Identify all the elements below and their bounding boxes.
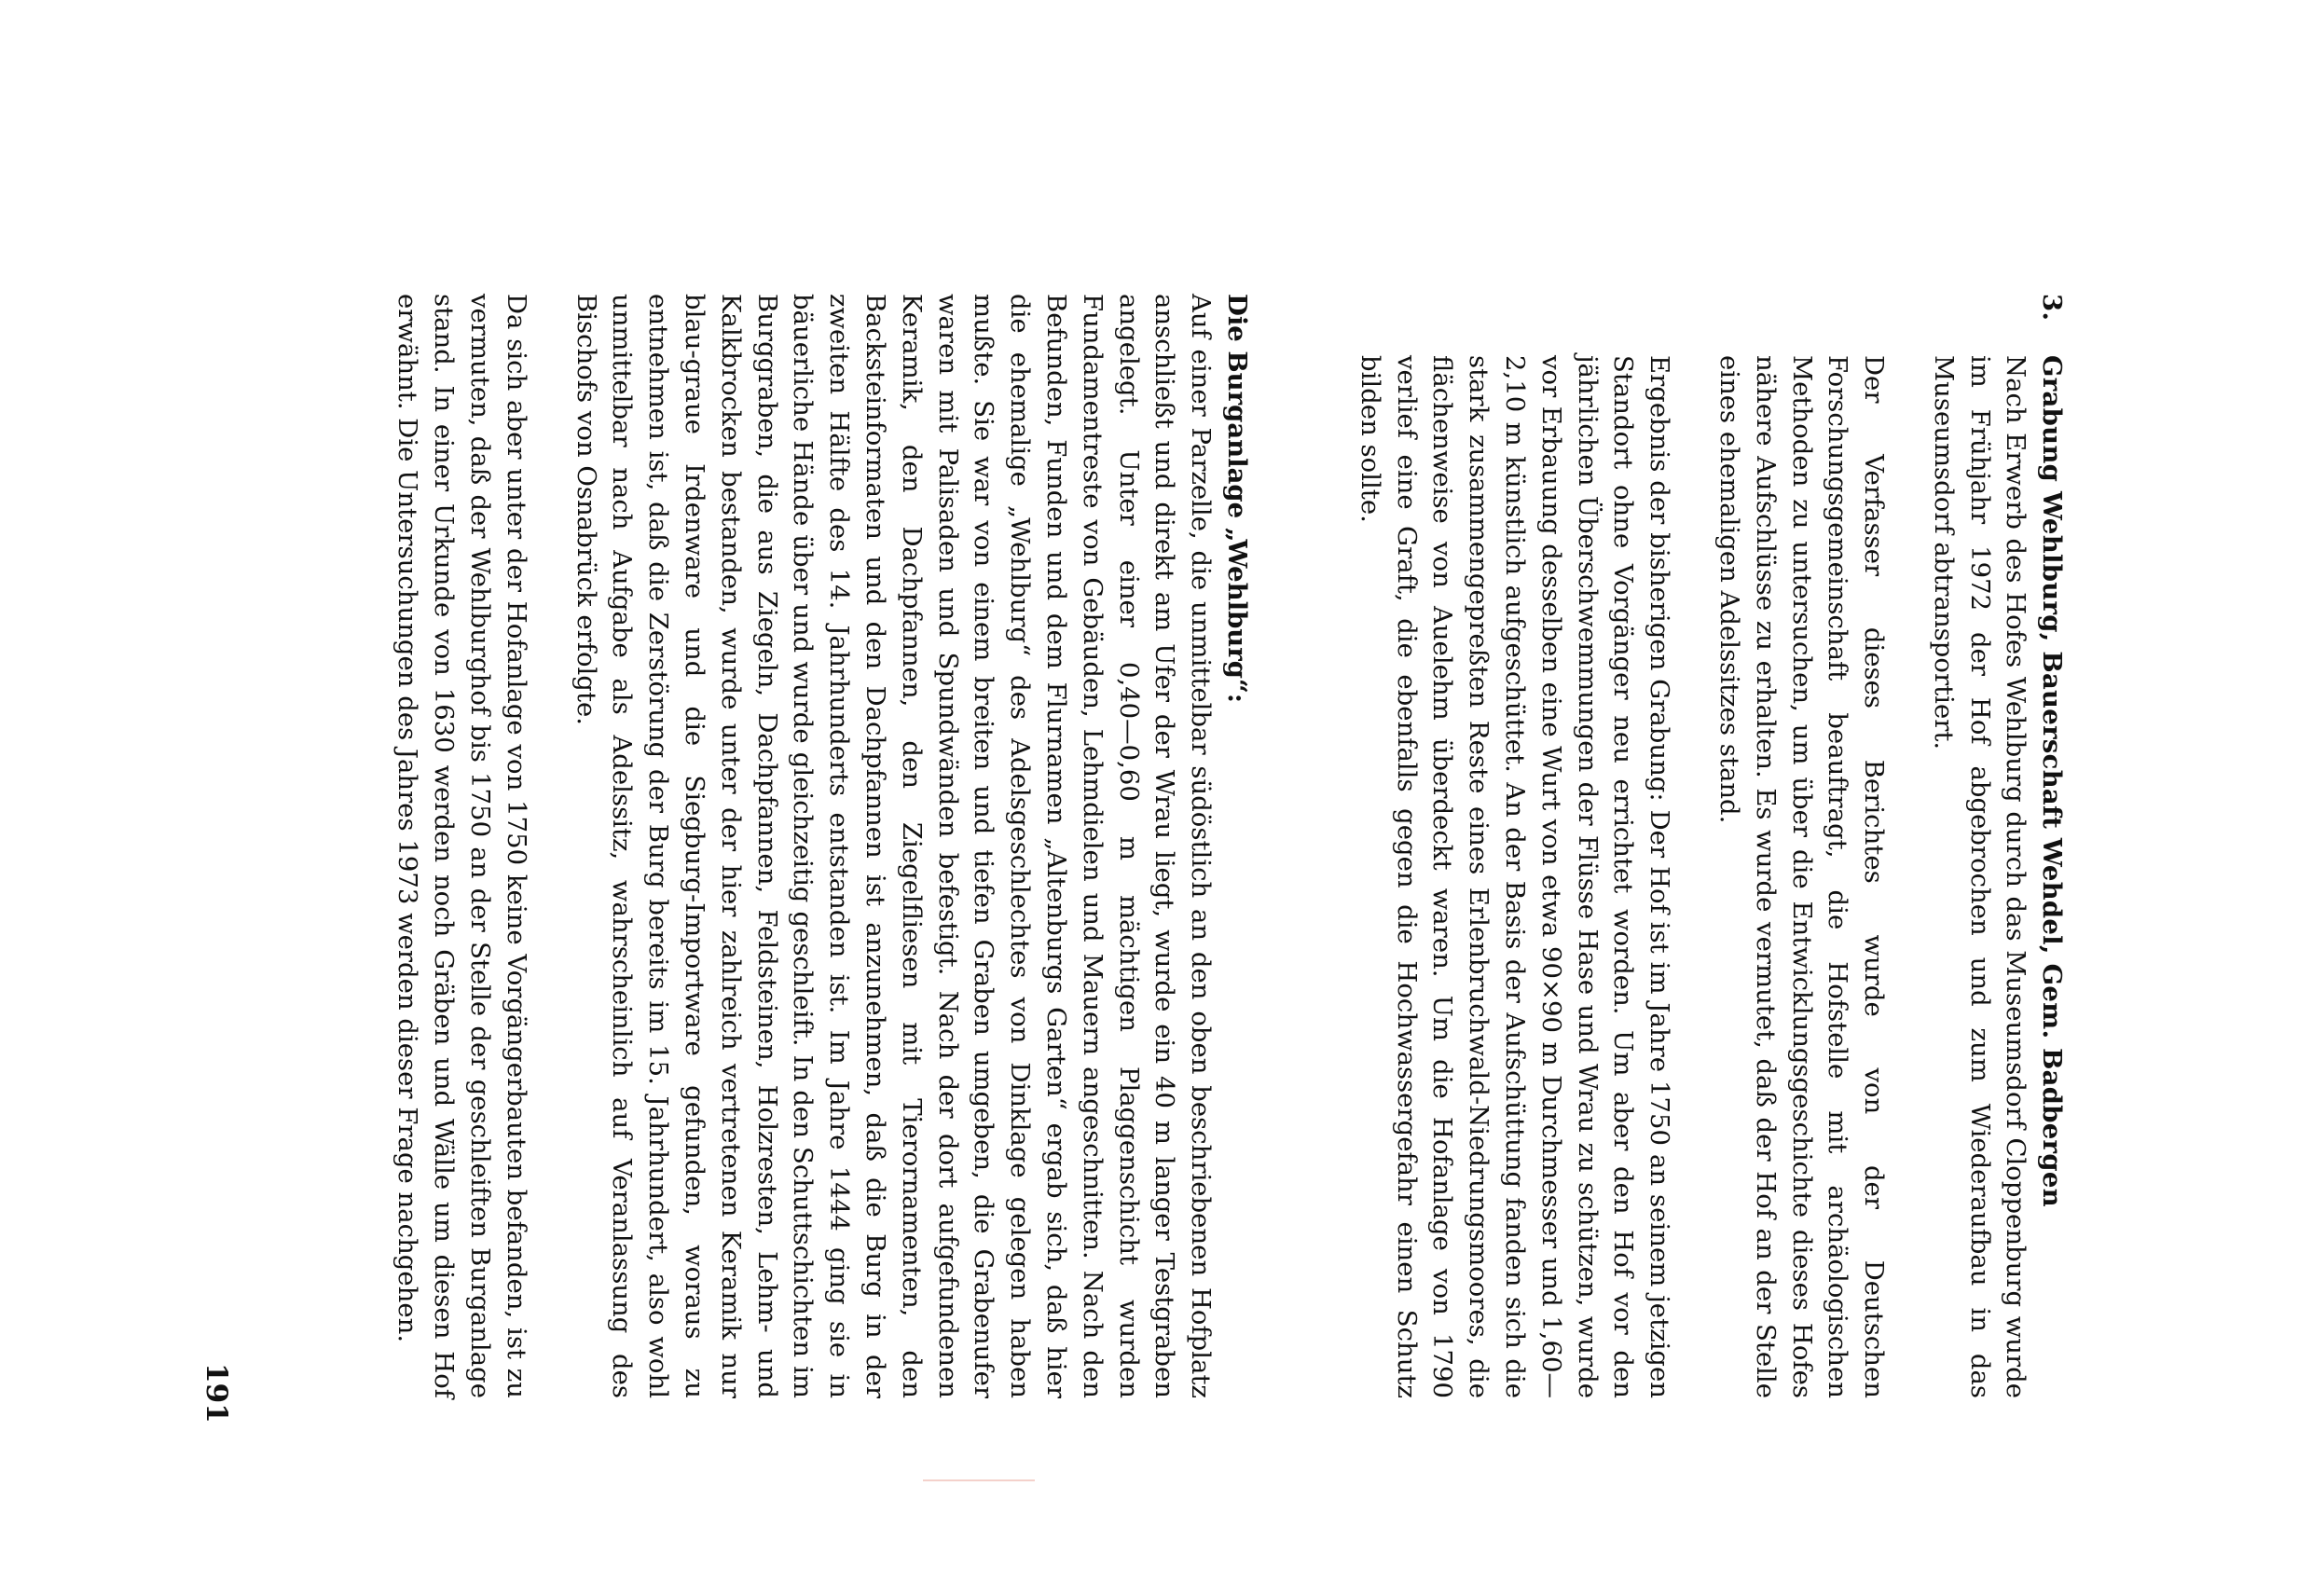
paragraph-castle-findings: Auf einer Parzelle, die unmittelbar südöstlich an den oben beschriebenen Hofplatz anschließt und direkt am Ufer der Wrau liegt, wurde ein 40 m langer Testgraben angelegt. Unter einer 0,40—0,60 m mächtigen Plaggenschicht wurden Fundamentreste von Gebäuden, Lehmdielen und Mauern angeschnitten. Nach den Befunden, Funden und dem Flurnamen „Altenburgs Garten“ ergab sich, daß hier die ehemalige „Wehlburg“ des Adelsgeschlechtes von Dinklage gelegen haben mußte. Sie war von einem breiten und tiefen Graben umgeben, die Grabenufer waren mit Palisaden und Spundwänden befestigt. Nach der dort aufgefundenen Keramik, den Dachpfannen, den Ziegelfliesen mit Tierornamenten, den Backsteinformaten und den Dachpfannen ist anzunehmen, daß die Burg in der zweiten Hälfte des 14. Jahrhunderts entstanden ist. Im Jahre 1444 ging sie in bäuerliche Hände über und wurde gleichzeitig geschleift. In den Schuttschichten im Burggraben, die aus Ziegeln, Dachpfannen, Feldsteinen, Holzresten, Lehm- und Kalkbrocken bestanden, wurde unter der hier zahlreich vertretenen Keramik nur blau-graue Irdenware und die Siegburg-Importware gefunden, woraus zu entnehmen ist, daß die Zerstörung der Burg bereits im 15. Jahrhundert, also wohl unmittelbar nach Aufgabe als Adelssitz, wahrscheinlich auf Veranlassung des Bischofs von Osnabrück erfolgte. xyxy=(571,294,1217,1398)
section-title: Grabung Wehlburg, Bauerschaft Wehdel, Gem. Badbergen xyxy=(2037,355,2067,1207)
section-number: 3. xyxy=(2037,294,2067,322)
paragraph-acquisition: Nach Erwerb des Hofes Wehlburg durch das Museumsdorf Cloppenburg wurde im Frühjahr 1972 der Hof abgebrochen und zum Wiederaufbau in das Museumsdorf abtransportiert. xyxy=(1928,355,2031,1398)
text-block xyxy=(390,294,2070,1398)
paragraph-open-question: Da sich aber unter der Hofanlage von 1750 keine Vorgängerbauten befanden, ist zu vermuten, daß der Wehlburghof bis 1750 an der Stelle der geschleiften Burganlage stand. In einer Urkunde von 1630 werden noch Gräben und Wälle um diesen Hof erwähnt. Die Untersuchungen des Jahres 1973 werden dieser Frage nachgehen. xyxy=(392,294,531,1398)
page-number: 191 xyxy=(200,1363,233,1424)
section-heading xyxy=(2034,294,2071,1398)
paragraph-commission: Der Verfasser dieses Berichtes wurde von der Deutschen Forschungsgemeinschaft beauftragt, die Hofstelle mit archäologischen Methoden zu untersuchen, um über die Entwicklungsgeschichte dieses Hofes nähere Aufschlüsse zu erhalten. Es wurde vermutet, daß der Hof an der Stelle eines ehemaligen Adelssitzes stand. xyxy=(1713,355,1890,1398)
subsection-heading: Die Burganlage „Wehlburg“: xyxy=(1221,294,1252,703)
paragraph-excavation-result: Ergebnis der bisherigen Grabung: Der Hof ist im Jahre 1750 an seinem jetzigen Standort ohne Vorgänger neu errichtet worden. Um aber den Hof vor den jährlichen Überschwemmungen der Flüsse Hase und Wrau zu schützen, wurde vor Erbauung desselben eine Wurt von etwa 90×90 m Durchmesser und 1,60—2,10 m künstlich aufgeschüttet. An der Basis der Aufschüttung fanden sich die stark zusammengepreßten Reste eines Erlenbruchwald-Niedrungsmoores, die flächenweise von Auelehm überdeckt waren. Um die Hofanlage von 1790 verlief eine Graft, die ebenfalls gegen die Hochwassergefahr einen Schutz bilden sollte. xyxy=(1355,355,1675,1398)
pencil-margin-mark xyxy=(923,1479,1035,1481)
